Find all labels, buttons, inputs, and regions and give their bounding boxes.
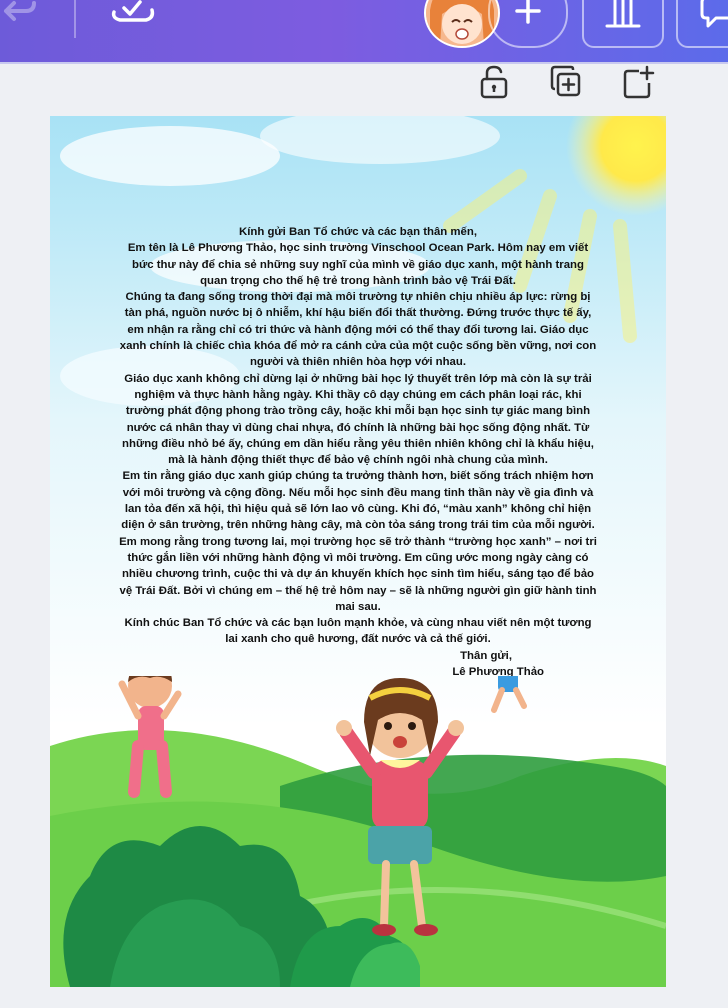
letter-paragraph: Em tên là Lê Phương Thảo, học sinh trường Vinschool Ocean Park. Hôm nay em viết bức thư này để chia sẻ những suy nghĩ của mình về giáo dục xanh, một hành trang quan trọng cho thế hệ trẻ trong hành trình bảo vệ Trái Đất. (127, 242, 589, 287)
child-boy-right (486, 676, 530, 710)
bar-chart-icon (603, 0, 643, 30)
letter-signature: Lê Phương Thảo (452, 666, 544, 679)
letter-paragraph: Chúng ta đang sống trong thời đại mà môi trường tự nhiên chịu nhiều áp lực: rừng bị tàn phá, nguồn nước bị ô nhiễm, khí hậu biến đổi thất thường. Đứng trước thực tế ấy, em nhận ra rằng chỉ có tri thức và hành động mới có thể thay đổi tương lai. Giáo dục xanh chính là chiếc chìa khóa để mở ra cánh cửa của một cuộc sống bền vững, nơi con người và thiên nhiên hòa hợp với nhau. (119, 291, 597, 369)
comment-icon (698, 0, 728, 30)
insights-button[interactable] (582, 0, 664, 48)
letter-paragraph: Em tin rằng giáo dục xanh giúp chúng ta trưởng thành hơn, biết sống trách nhiệm hơn với môi trường và cộng đồng. Nếu mỗi học sinh đều mang tinh thần này về gia đình và lan tỏa đến xã hội, thì hiệu quả sẽ lớn lao vô cùng. Khi đó, “màu xanh” không chỉ hiện diện ở sân trường, trên những hàng cây, mà còn tỏa sáng trong trái tim của mỗi người. (121, 470, 595, 532)
letter-greeting: Kính gửi Ban Tổ chức và các bạn thân mến, (238, 226, 478, 238)
add-button[interactable] (488, 0, 568, 48)
plus-icon (513, 0, 543, 27)
design-page[interactable] (50, 116, 666, 987)
add-page-icon[interactable] (618, 62, 658, 102)
lock-icon[interactable] (474, 62, 514, 102)
editor-toolbar (0, 0, 728, 64)
landscape-illustration (50, 676, 666, 987)
letter-paragraph: Em mong rằng trong tương lai, mọi trường học sẽ trở thành “trường học xanh” – nơi tri thức gắn liền với những hành động vì môi trường. Em cũng ước mong ngày càng có nhiều chương trình, cuộc thi và dự án khuyến khích học sinh tìm hiểu, sáng tạo để bảo vệ Trái Đất. Bởi vì chúng em – thế hệ trẻ hôm nay – sẽ là những người gìn giữ hành tinh mai sau. (119, 535, 597, 613)
cloud-check-icon[interactable] (108, 0, 156, 28)
letter-text (118, 224, 598, 680)
letter-paragraph: Kính chúc Ban Tổ chức và các bạn luôn mạnh khỏe, và cùng nhau viết nên một tương lai xanh cho quê hương, đất nước và cả thế giới. (124, 617, 592, 646)
undo-icon[interactable] (0, 0, 42, 28)
duplicate-page-icon[interactable] (546, 62, 586, 102)
toolbar-divider (74, 0, 76, 38)
comment-button[interactable] (676, 0, 728, 48)
letter-closing: Thân gửi, (460, 649, 512, 662)
letter-paragraph: Giáo dục xanh không chỉ dừng lại ở những bài học lý thuyết trên lớp mà còn là sự trải nghiệm và thực hành hằng ngày. Khi thầy cô dạy chúng em cách phân loại rác, khi trường phát động phong trào trồng cây, hoặc khi mỗi bạn học sinh tự giác mang bình nước cá nhân thay vì dùng chai nhựa, đó chính là những bài học sống động nhất. Từ những điều nhỏ bé ấy, chúng em dần hiểu rằng yêu thiên nhiên không chỉ là khẩu hiệu, mà là hành động thiết thực để bảo vệ chính ngôi nhà chung của mình. (122, 372, 594, 467)
